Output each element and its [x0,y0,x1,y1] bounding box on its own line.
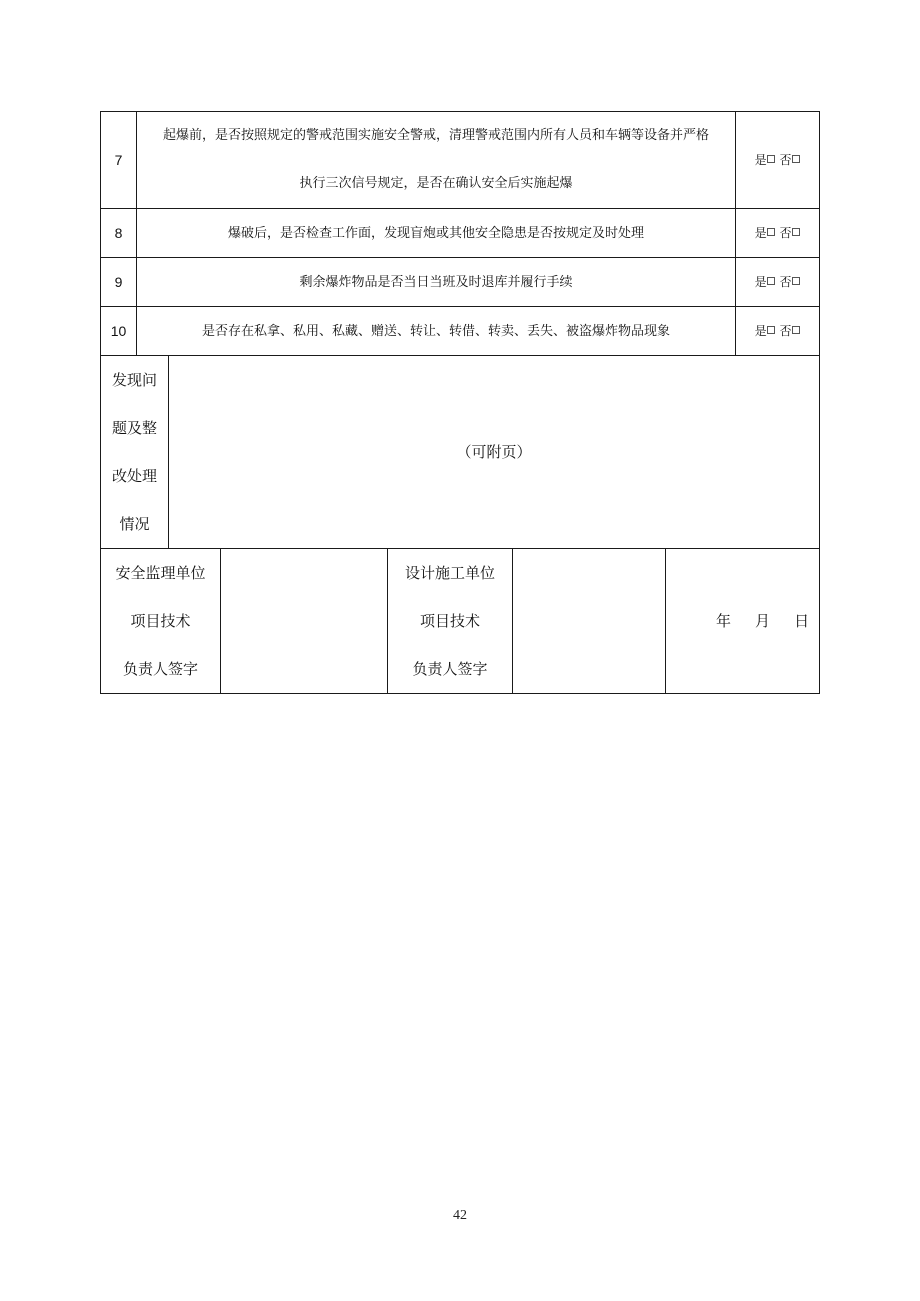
no-label: 否 [779,226,792,240]
row-description-line: 起爆前，是否按照规定的警戒范围实施安全警戒，清理警戒范围内所有人员和车辆等设备并严格 [163,128,710,143]
sign-date-field[interactable] [666,549,820,694]
yes-checkbox[interactable] [767,155,775,163]
issues-label: 发现问 题及整 改处理 情况 [101,356,169,549]
yes-no-choice [736,209,820,258]
yes-checkbox[interactable] [767,277,775,285]
row-description-line: 执行三次信号规定，是否在确认安全后实施起爆 [299,176,573,191]
yes-no-choice [736,258,820,307]
yes-no-choice [736,112,820,209]
yes-label: 是 [754,153,767,167]
checklist-row [101,258,820,307]
row-description [137,112,736,209]
checklist-row [101,307,820,356]
row-number: 9 [101,258,137,307]
construction-signer-label: 设计施工单位 项目技术 负责人签字 [388,549,513,694]
yes-label: 是 [754,324,767,338]
yes-label: 是 [754,226,767,240]
yes-checkbox[interactable] [767,228,775,236]
checklist-row [101,112,820,209]
yes-label: 是 [754,275,767,289]
no-label: 否 [779,275,792,289]
no-checkbox[interactable] [792,326,800,334]
month-label: 月 [755,611,771,630]
inspection-form [100,111,819,694]
no-checkbox[interactable] [792,228,800,236]
no-checkbox[interactable] [792,155,800,163]
row-description: 是否存在私拿、私用、私藏、赠送、转让、转借、转卖、丢失、被盗爆炸物品现象 [137,307,736,356]
signature-row [101,549,820,694]
construction-signature-field[interactable] [513,549,666,694]
issues-row [101,356,820,549]
row-description: 剩余爆炸物品是否当日当班及时退库并履行手续 [137,258,736,307]
checklist-row [101,209,820,258]
no-label: 否 [779,324,792,338]
yes-checkbox[interactable] [767,326,775,334]
supervision-signer-label: 安全监理单位 项目技术 负责人签字 [101,549,221,694]
row-description: 爆破后，是否检查工作面，发现盲炮或其他安全隐患是否按规定及时处理 [137,209,736,258]
checklist-table [100,111,820,694]
supervision-signature-field[interactable] [221,549,388,694]
page-number: 42 [453,1208,467,1223]
day-label: 日 [794,611,810,630]
row-number: 7 [101,112,137,209]
year-label: 年 [716,611,732,630]
yes-no-choice [736,307,820,356]
issues-field[interactable]: （可附页） [169,356,820,549]
row-number: 10 [101,307,137,356]
no-checkbox[interactable] [792,277,800,285]
row-number: 8 [101,209,137,258]
no-label: 否 [779,153,792,167]
